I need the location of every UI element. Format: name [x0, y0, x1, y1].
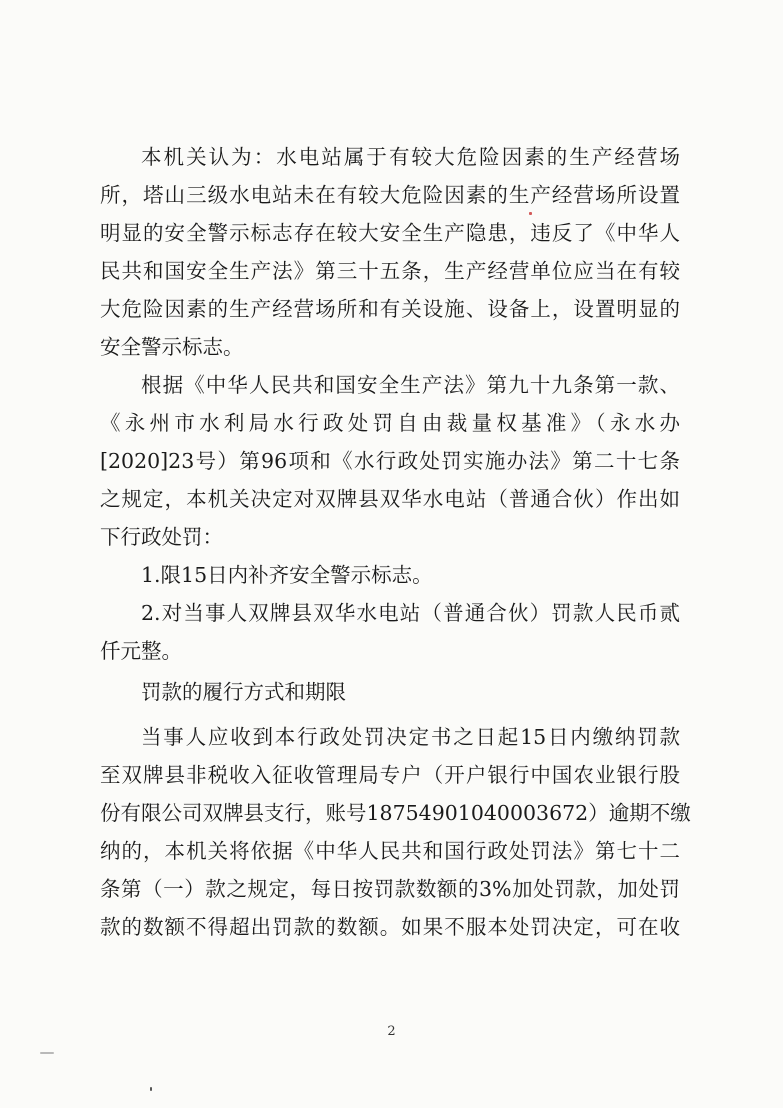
paragraph-line: 条第（一）款之规定，每日按罚款数额的3%加处罚款，加处罚 — [100, 877, 680, 901]
paragraph-line: 仟元整。 — [100, 639, 182, 663]
paragraph-line: 下行政处罚： — [100, 525, 223, 549]
paragraph-line: 所，塔山三级水电站未在有较大危险因素的生产经营场所设置 — [100, 183, 680, 207]
paragraph-line: 明显的安全警示标志存在较大安全生产隐患，违反了《中华人 — [100, 221, 680, 245]
paragraph-line: 安全警示标志。 — [100, 335, 244, 359]
paragraph-line: 份有限公司双牌县支行，账号18754901040003672）逾期不缴 — [100, 801, 691, 825]
paragraph-line: 本机关认为：水电站属于有较大危险因素的生产经营场 — [141, 145, 680, 169]
paragraph-line: 大危险因素的生产经营场所和有关设施、设备上，设置明显的 — [100, 297, 680, 321]
paragraph-line: 《永州市水利局水行政处罚自由裁量权基准》（永水办 — [100, 411, 680, 435]
list-item: 1.限15日内补齐安全警示标志。 — [141, 563, 433, 587]
paragraph-line: 纳的，本机关将依据《中华人民共和国行政处罚法》第七十二 — [100, 839, 680, 863]
paragraph-line: 根据《中华人民共和国安全生产法》第九十九条第一款、 — [141, 373, 680, 397]
list-item: 2.对当事人双牌县双华水电站（普通合伙）罚款人民币贰 — [141, 601, 680, 625]
paragraph-line: 之规定，本机关决定对双牌县双华水电站（普通合伙）作出如 — [100, 487, 680, 511]
section-heading: 罚款的履行方式和期限 — [141, 680, 346, 704]
page-number: 2 — [387, 1024, 396, 1039]
paragraph-line: 民共和国安全生产法》第三十五条，生产经营单位应当在有较 — [100, 259, 680, 283]
scan-speck — [529, 212, 532, 215]
paragraph-line: [2020]23号）第96项和《水行政处罚实施办法》第二十七条 — [100, 449, 680, 473]
paragraph-line: 款的数额不得超出罚款的数额。如果不服本处罚决定，可在收 — [100, 915, 680, 939]
scan-speck — [40, 1052, 54, 1054]
scan-speck — [150, 1087, 152, 1091]
paragraph-line: 当事人应收到本行政处罚决定书之日起15日内缴纳罚款 — [141, 725, 680, 749]
paragraph-line: 至双牌县非税收入征收管理局专户（开户银行中国农业银行股 — [100, 763, 680, 787]
